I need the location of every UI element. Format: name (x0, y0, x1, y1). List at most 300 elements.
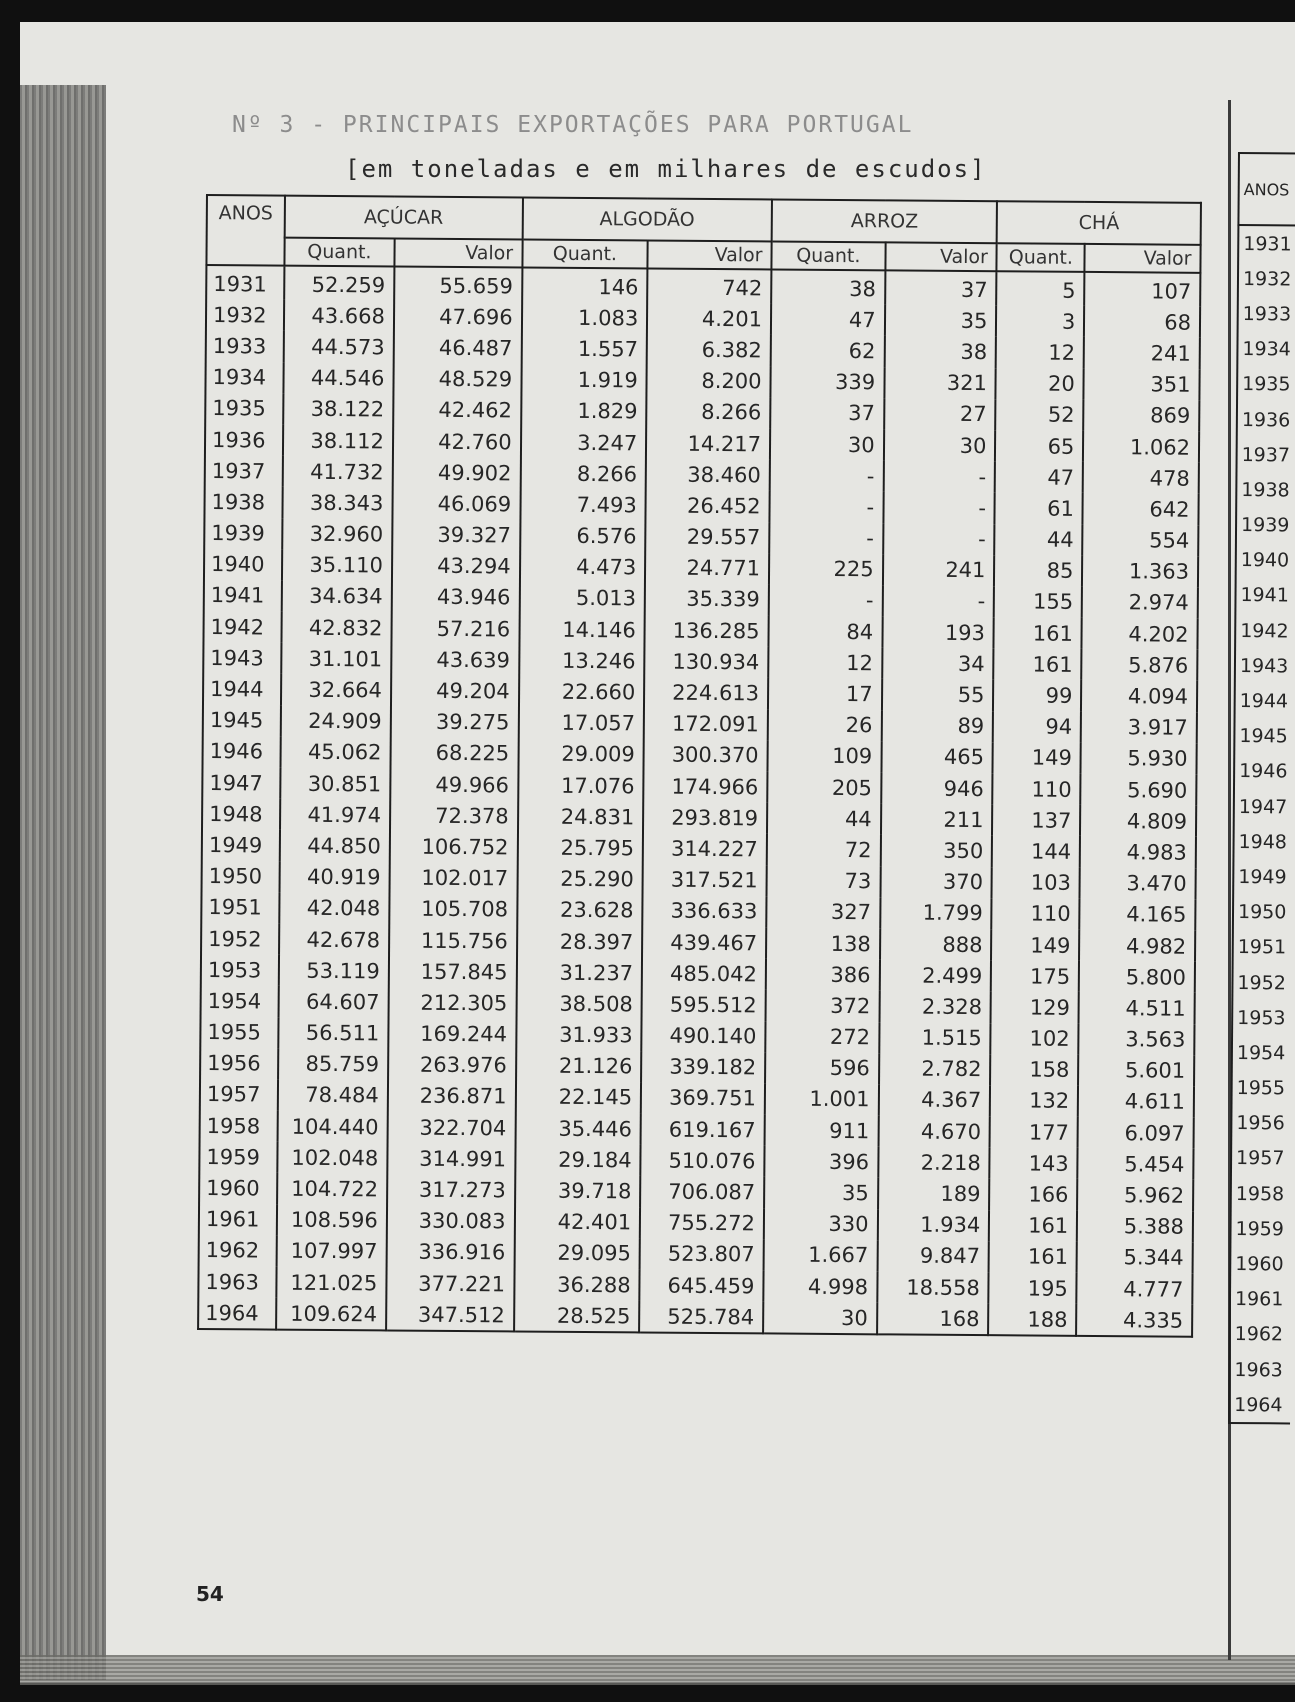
value-cell: 102.048 (277, 1142, 387, 1174)
value-cell: 1.829 (521, 395, 647, 427)
value-cell: 619.167 (641, 1114, 765, 1146)
value-cell: 36.288 (514, 1268, 640, 1300)
value-cell: 110 (992, 898, 1080, 930)
year-cell: 1945 (1234, 719, 1295, 755)
value-cell: 43.294 (392, 550, 520, 582)
year-cell: 1937 (205, 455, 283, 487)
value-cell: 510.076 (641, 1145, 765, 1177)
table-row (1236, 543, 1295, 579)
value-cell: 14.146 (519, 614, 645, 646)
table-row (1231, 1141, 1292, 1177)
value-cell: 42.462 (393, 394, 521, 426)
table-row (1238, 261, 1295, 297)
value-cell: 5.601 (1078, 1055, 1194, 1087)
value-cell: 1.934 (877, 1209, 989, 1241)
value-cell: 166 (989, 1179, 1077, 1211)
value-cell: 104.722 (277, 1173, 387, 1205)
value-cell: 138 (766, 927, 880, 959)
year-cell: 1949 (202, 829, 280, 861)
year-cell: 1956 (200, 1048, 278, 1080)
value-cell: 38.508 (516, 988, 642, 1020)
sub-header-quant: Quant. (997, 243, 1085, 272)
table-row (1233, 930, 1294, 966)
value-cell: 1.919 (521, 364, 647, 396)
value-cell: 29.009 (518, 738, 644, 770)
value-cell: 65 (995, 430, 1083, 462)
year-cell: 1946 (202, 736, 280, 768)
exports-table (197, 194, 1202, 1338)
year-cell: 1942 (1235, 613, 1295, 649)
value-cell: 22.660 (519, 676, 645, 708)
value-cell: 42.760 (393, 425, 521, 457)
value-cell: 43.946 (392, 581, 520, 613)
year-cell: 1944 (1235, 683, 1295, 719)
year-cell: 1963 (1229, 1352, 1290, 1388)
value-cell: 56.511 (278, 1017, 388, 1049)
value-cell: 330 (764, 1208, 878, 1240)
value-cell: - (883, 460, 995, 492)
value-cell: 30 (770, 428, 884, 460)
value-cell: 31.237 (516, 957, 642, 989)
value-cell: 377.221 (386, 1267, 514, 1299)
value-cell: 28.525 (514, 1300, 640, 1333)
value-cell: 4.165 (1080, 899, 1196, 931)
year-cell: 1936 (205, 424, 283, 456)
value-cell: 26 (768, 709, 882, 741)
value-cell: 161 (989, 1210, 1077, 1242)
value-cell: 44 (995, 524, 1083, 556)
value-cell: 49.204 (391, 675, 519, 707)
value-cell: 34.634 (282, 580, 392, 612)
value-cell: 5.876 (1082, 649, 1198, 681)
year-cell: 1949 (1233, 859, 1294, 895)
value-cell: 44.850 (280, 830, 390, 862)
value-cell: 24.909 (281, 705, 391, 737)
value-cell: 28.397 (517, 925, 643, 957)
year-cell: 1939 (1236, 507, 1295, 543)
value-cell: 57.216 (391, 613, 519, 645)
value-cell: 321 (884, 367, 996, 399)
value-cell: 110 (993, 773, 1081, 805)
value-cell: 53.119 (279, 955, 389, 987)
sub-header-valor: Valor (648, 240, 772, 269)
value-cell: 41.732 (283, 456, 393, 488)
value-cell: 4.367 (878, 1084, 990, 1116)
year-cell: 1944 (203, 673, 281, 705)
value-cell: 1.062 (1083, 431, 1199, 463)
years-header: ANOS (206, 195, 284, 266)
value-cell: 1.363 (1082, 556, 1198, 588)
year-cell: 1931 (206, 265, 284, 300)
value-cell: 61 (995, 493, 1083, 525)
value-cell: 39.275 (391, 706, 519, 738)
value-cell: 554 (1082, 524, 1198, 556)
value-cell: 47 (771, 304, 885, 336)
value-cell: 5.388 (1077, 1210, 1193, 1242)
value-cell: 485.042 (642, 958, 766, 990)
value-cell: 205 (767, 771, 881, 803)
value-cell: 84 (768, 615, 882, 647)
value-cell: 55 (882, 679, 994, 711)
value-cell: 32.664 (281, 674, 391, 706)
year-cell: 1933 (206, 330, 284, 362)
value-cell: 78.484 (278, 1079, 388, 1111)
value-cell: 595.512 (642, 989, 766, 1021)
value-cell: - (769, 522, 883, 554)
value-cell: 3.470 (1080, 867, 1196, 899)
value-cell: - (882, 585, 994, 617)
sub-header-valor: Valor (1085, 244, 1201, 273)
value-cell: 5.690 (1081, 774, 1197, 806)
value-cell: 18.558 (877, 1271, 989, 1303)
year-cell: 1950 (202, 861, 280, 893)
value-cell: 29.095 (514, 1237, 640, 1269)
year-cell: 1938 (204, 486, 282, 518)
value-cell: 30.851 (280, 768, 390, 800)
value-cell: 225 (769, 553, 883, 585)
value-cell: 121.025 (276, 1267, 386, 1299)
value-cell: 137 (992, 804, 1080, 836)
year-cell: 1951 (1233, 930, 1294, 966)
value-cell: 157.845 (389, 956, 517, 988)
year-cell: 1956 (1231, 1106, 1292, 1142)
value-cell: 5.800 (1079, 961, 1195, 993)
table-row (1233, 859, 1294, 895)
value-cell: 38.343 (282, 487, 392, 519)
table-title: Nº 3 - PRINCIPAIS EXPORTAÇÕES PARA PORTUGAL (232, 112, 914, 138)
value-cell: 350 (880, 835, 992, 867)
value-cell: - (883, 523, 995, 555)
table-row (1235, 648, 1295, 684)
value-cell: - (769, 584, 883, 616)
value-cell: 3 (996, 305, 1084, 337)
value-cell: 89 (881, 710, 993, 742)
table-row (1237, 402, 1295, 438)
table-row (1235, 613, 1295, 649)
value-cell: 102.017 (389, 862, 517, 894)
value-cell: 195 (989, 1272, 1077, 1304)
value-cell: 5.930 (1081, 743, 1197, 775)
value-cell: 1.799 (880, 897, 992, 929)
table-row (1230, 1317, 1291, 1353)
value-cell: 300.370 (644, 739, 768, 771)
value-cell: 158 (990, 1054, 1078, 1086)
value-cell: 136.285 (645, 615, 769, 647)
value-cell: 17.057 (518, 707, 644, 739)
year-cell: 1955 (1232, 1070, 1293, 1106)
year-cell: 1939 (204, 517, 282, 549)
year-cell: 1941 (1235, 578, 1295, 614)
value-cell: 3.917 (1081, 712, 1197, 744)
table-row (1238, 225, 1295, 262)
value-cell: 5.454 (1078, 1148, 1194, 1180)
value-cell: 73 (766, 865, 880, 897)
value-cell: 169.244 (388, 1018, 516, 1050)
value-cell: 396 (764, 1146, 878, 1178)
value-cell: 4.777 (1077, 1273, 1193, 1305)
table-row (1237, 332, 1295, 368)
value-cell: 49.902 (393, 457, 521, 489)
value-cell: - (770, 460, 884, 492)
year-cell: 1934 (1237, 332, 1295, 368)
value-cell: 44 (767, 803, 881, 835)
year-cell: 1945 (203, 705, 281, 737)
value-cell: 12 (996, 337, 1084, 369)
value-cell: 161 (994, 617, 1082, 649)
value-cell: 29.184 (515, 1144, 641, 1176)
value-cell: 38 (884, 336, 996, 368)
value-cell: 2.974 (1082, 587, 1198, 619)
value-cell: 103 (992, 867, 1080, 899)
value-cell: 85 (994, 555, 1082, 587)
value-cell: 4.982 (1079, 930, 1195, 962)
table-row (1234, 754, 1295, 790)
value-cell: 4.202 (1082, 618, 1198, 650)
value-cell: 30 (884, 429, 996, 461)
value-cell: 49.966 (390, 768, 518, 800)
value-cell: 62 (771, 335, 885, 367)
group-header-arroz: ARROZ (772, 199, 998, 243)
value-cell: 3.247 (521, 426, 647, 458)
value-cell: 25.795 (517, 832, 643, 864)
value-cell: 336.916 (386, 1236, 514, 1268)
value-cell: 168 (877, 1302, 989, 1335)
value-cell: 107.997 (277, 1235, 387, 1267)
year-cell: 1952 (201, 923, 279, 955)
table-row (1229, 1387, 1290, 1424)
value-cell: 22.145 (515, 1081, 641, 1113)
group-header-cha: CHÁ (997, 201, 1201, 245)
value-cell: 4.335 (1076, 1304, 1192, 1337)
table-row (1234, 719, 1295, 755)
side-years-header: ANOS (1238, 153, 1295, 225)
value-cell: 13.246 (519, 645, 645, 677)
value-cell: 386 (766, 959, 880, 991)
year-cell: 1959 (1230, 1211, 1291, 1247)
year-cell: 1947 (1234, 789, 1295, 825)
year-cell: 1960 (199, 1172, 277, 1204)
value-cell: 38.112 (283, 425, 393, 457)
group-header-acucar: AÇÚCAR (285, 196, 523, 240)
value-cell: 2.218 (878, 1147, 990, 1179)
value-cell: 330.083 (387, 1205, 515, 1237)
value-cell: 132 (990, 1085, 1078, 1117)
table-subtitle: [em toneladas e em milhares de escudos] (345, 155, 987, 183)
page-edge-shadow (20, 1655, 1295, 1685)
value-cell: 47.696 (394, 301, 522, 333)
value-cell: 525.784 (639, 1301, 763, 1334)
value-cell: 149 (993, 742, 1081, 774)
value-cell: 42.401 (514, 1206, 640, 1238)
table-row (1236, 472, 1295, 508)
value-cell: 8.200 (647, 365, 771, 397)
value-cell: 706.087 (640, 1176, 764, 1208)
year-cell: 1931 (1238, 225, 1295, 262)
year-cell: 1964 (1229, 1387, 1290, 1424)
binding-shadow (20, 85, 106, 1680)
value-cell: 1.667 (764, 1239, 878, 1271)
value-cell: 189 (878, 1178, 990, 1210)
value-cell: 4.611 (1078, 1086, 1194, 1118)
value-cell: 31.933 (516, 1019, 642, 1051)
year-cell: 1958 (200, 1110, 278, 1142)
value-cell: 23.628 (517, 894, 643, 926)
value-cell: 370 (880, 866, 992, 898)
table-row (1232, 1035, 1293, 1071)
value-cell: 596 (765, 1052, 879, 1084)
value-cell: 946 (881, 772, 993, 804)
value-cell: 108.596 (277, 1204, 387, 1236)
year-cell: 1932 (1238, 261, 1295, 297)
value-cell: 149 (991, 929, 1079, 961)
year-cell: 1933 (1238, 296, 1295, 332)
table-row (1236, 507, 1295, 543)
value-cell: 193 (882, 616, 994, 648)
value-cell: 317.521 (643, 864, 767, 896)
year-cell: 1948 (202, 798, 280, 830)
table-row (1232, 1070, 1293, 1106)
value-cell: 4.998 (763, 1270, 877, 1302)
year-cell: 1943 (203, 642, 281, 674)
value-cell: 12 (768, 647, 882, 679)
value-cell: 43.639 (391, 644, 519, 676)
value-cell: 20 (996, 368, 1084, 400)
value-cell: 293.819 (643, 802, 767, 834)
table-row (1231, 1176, 1292, 1212)
year-cell: 1938 (1236, 472, 1295, 508)
value-cell: 46.487 (394, 332, 522, 364)
value-cell: 212.305 (388, 987, 516, 1019)
value-cell: 44.546 (283, 362, 393, 394)
year-cell: 1934 (205, 362, 283, 394)
table-row (1237, 367, 1295, 403)
year-cell: 1955 (200, 1016, 278, 1048)
value-cell: 4.201 (647, 303, 771, 335)
value-cell: 241 (1084, 337, 1200, 369)
value-cell: 339 (770, 366, 884, 398)
value-cell: 26.452 (646, 490, 770, 522)
value-cell: 1.515 (879, 1022, 991, 1054)
value-cell: 47 (995, 461, 1083, 493)
value-cell: 45.062 (280, 736, 390, 768)
year-cell: 1940 (1236, 543, 1295, 579)
value-cell: 14.217 (646, 427, 770, 459)
table-row (1230, 1282, 1291, 1318)
value-cell: 351 (1084, 368, 1200, 400)
value-cell: 38 (771, 269, 885, 304)
value-cell: 146 (522, 267, 648, 302)
value-cell: 24.831 (518, 801, 644, 833)
value-cell: 4.511 (1079, 992, 1195, 1024)
table-row (1229, 1352, 1290, 1388)
table-row (1232, 965, 1293, 1001)
value-cell: 85.759 (278, 1048, 388, 1080)
table-row (1230, 1211, 1291, 1247)
value-cell: 1.001 (765, 1083, 879, 1115)
value-cell: 523.807 (640, 1238, 764, 1270)
value-cell: 129 (991, 992, 1079, 1024)
value-cell: 9.847 (877, 1240, 989, 1272)
value-cell: 2.499 (879, 959, 991, 991)
value-cell: 104.440 (277, 1111, 387, 1143)
value-cell: 68.225 (390, 737, 518, 769)
value-cell: 869 (1083, 400, 1199, 432)
value-cell: 34 (882, 648, 994, 680)
value-cell: 1.083 (522, 302, 648, 334)
value-cell: 322.704 (387, 1112, 515, 1144)
value-cell: 35.110 (282, 549, 392, 581)
value-cell: 105.708 (389, 893, 517, 925)
year-cell: 1963 (198, 1266, 276, 1298)
value-cell: 64.607 (278, 986, 388, 1018)
value-cell: 175 (991, 960, 1079, 992)
year-cell: 1953 (1232, 1000, 1293, 1036)
value-cell: 43.668 (284, 300, 394, 332)
value-cell: 42.048 (279, 892, 389, 924)
table-row (1233, 895, 1294, 931)
value-cell: 99 (993, 680, 1081, 712)
value-cell: 314.227 (643, 833, 767, 865)
year-cell: 1954 (1232, 1035, 1293, 1071)
value-cell: 107 (1084, 272, 1200, 307)
value-cell: 44.573 (284, 331, 394, 363)
value-cell: 35.446 (515, 1113, 641, 1145)
value-cell: 439.467 (642, 926, 766, 958)
side-table-body (1229, 225, 1295, 1424)
year-cell: 1935 (1237, 367, 1295, 403)
value-cell: 130.934 (644, 646, 768, 678)
value-cell: 8.266 (646, 396, 770, 428)
value-cell: 52 (996, 399, 1084, 431)
year-cell: 1952 (1232, 965, 1293, 1001)
value-cell: 68 (1084, 306, 1200, 338)
table-row (1234, 789, 1295, 825)
value-cell: 161 (994, 648, 1082, 680)
value-cell: 6.382 (647, 334, 771, 366)
value-cell: 369.751 (641, 1082, 765, 1114)
table-row (1230, 1246, 1291, 1282)
value-cell: 241 (883, 554, 995, 586)
value-cell: 7.493 (520, 489, 646, 521)
value-cell: 52.259 (284, 266, 394, 301)
year-cell: 1936 (1237, 402, 1295, 438)
year-cell: 1961 (1230, 1282, 1291, 1318)
value-cell: 272 (765, 1021, 879, 1053)
year-cell: 1932 (206, 299, 284, 331)
value-cell: 42.832 (281, 612, 391, 644)
value-cell: 5 (997, 271, 1085, 306)
value-cell: 5.013 (519, 582, 645, 614)
value-cell: 109.624 (276, 1298, 386, 1331)
table-row (1236, 437, 1295, 473)
value-cell: 72 (767, 834, 881, 866)
value-cell: 8.266 (520, 458, 646, 490)
page-number: 54 (196, 1582, 224, 1606)
value-cell: 372 (766, 990, 880, 1022)
value-cell: 188 (988, 1303, 1076, 1336)
value-cell: 115.756 (389, 924, 517, 956)
value-cell: 2.328 (879, 991, 991, 1023)
year-cell: 1953 (201, 954, 279, 986)
value-cell: 55.659 (394, 266, 522, 301)
value-cell: 911 (765, 1114, 879, 1146)
year-cell: 1948 (1233, 824, 1294, 860)
value-cell: 888 (880, 928, 992, 960)
value-cell: 41.974 (280, 799, 390, 831)
year-cell: 1957 (200, 1079, 278, 1111)
value-cell: 6.097 (1078, 1117, 1194, 1149)
value-cell: 211 (881, 804, 993, 836)
